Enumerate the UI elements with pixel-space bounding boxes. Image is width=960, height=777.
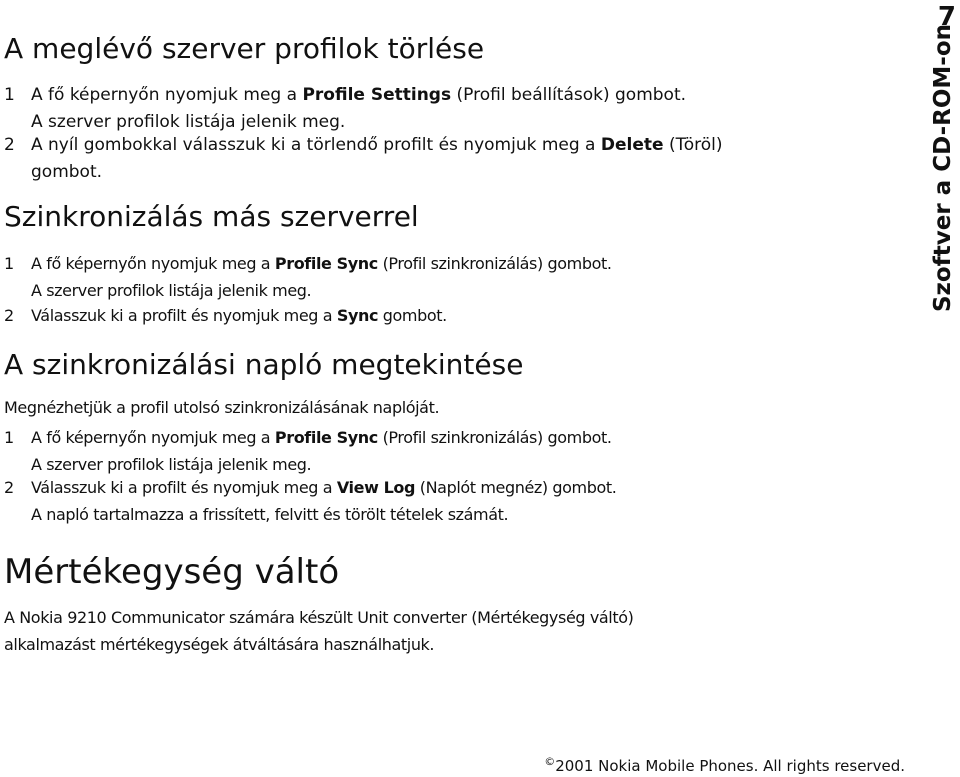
- log-intro-paragraph: Megnézhetjük a profil utolsó szinkronizálásának naplóját.: [4, 398, 440, 417]
- step-text: (Töröl): [663, 135, 723, 155]
- section-title-delete-profiles: A meglévő szerver profilok törlése: [4, 32, 485, 65]
- sync-step-1: [4, 250, 904, 304]
- section-title-view-sync-log: A szinkronizálási napló megtekintése: [4, 348, 524, 381]
- step-number: 1: [4, 428, 14, 447]
- sync-step-2: [4, 302, 904, 329]
- step-text: (Profil beállítások) gombot.: [451, 85, 687, 105]
- copyright-symbol: ©: [544, 755, 556, 768]
- step-text-line2: A szerver profilok listája jelenik meg.: [31, 455, 312, 474]
- unit-converter-paragraph: [4, 604, 904, 658]
- step-text: Válasszuk ki a profilt és nyomjuk meg a: [31, 478, 337, 497]
- step-text: (Naplót megnéz) gombot.: [415, 478, 617, 497]
- button-name: View Log: [336, 478, 416, 497]
- step-text: gombot.: [378, 306, 447, 325]
- side-chapter-label: Szoftver a CD-ROM-on: [930, 23, 956, 313]
- step-text: A fő képernyőn nyomjuk meg a: [31, 428, 275, 447]
- step-text-line2: A szerver profilok listája jelenik meg.: [31, 281, 312, 300]
- delete-step-1: [4, 82, 904, 136]
- section-title-unit-converter: Mértékegység váltó: [4, 552, 340, 592]
- copyright-text: 2001 Nokia Mobile Phones. All rights reserved.: [555, 757, 905, 775]
- step-text-line2: A napló tartalmazza a frissített, felvitt és törölt tételek számát.: [31, 505, 509, 524]
- step-text: (Profil szinkronizálás) gombot.: [377, 254, 612, 273]
- step-text: A nyíl gombokkal válasszuk ki a törlendő profilt és nyomjuk meg a: [31, 135, 601, 155]
- button-name: Profile Sync: [274, 428, 378, 447]
- button-name: Profile Sync: [274, 254, 378, 273]
- log-step-1: [4, 424, 904, 478]
- section-title-sync-other-server: Szinkronizálás más szerverrel: [4, 200, 419, 233]
- step-number: 2: [4, 478, 14, 497]
- step-number: 1: [4, 85, 15, 105]
- step-text-line2: A szerver profilok listája jelenik meg.: [31, 112, 346, 132]
- step-text: A fő képernyőn nyomjuk meg a: [31, 85, 303, 105]
- copyright-footer: [544, 752, 905, 776]
- step-number: 2: [4, 306, 14, 325]
- step-text-line2: gombot.: [31, 162, 103, 182]
- log-step-2: [4, 474, 904, 528]
- button-name: Delete: [600, 135, 664, 155]
- paragraph-line: alkalmazást mértékegységek átváltására használhatjuk.: [4, 635, 435, 654]
- step-text: A fő képernyőn nyomjuk meg a: [31, 254, 275, 273]
- delete-step-2: [4, 132, 904, 186]
- step-number: 1: [4, 254, 14, 273]
- button-name: Profile Settings: [302, 85, 452, 105]
- page-number: 7: [937, 2, 956, 32]
- step-text: Válasszuk ki a profilt és nyomjuk meg a: [31, 306, 337, 325]
- paragraph-line: A Nokia 9210 Communicator számára készült Unit converter (Mértékegység váltó): [4, 608, 634, 627]
- step-number: 2: [4, 135, 15, 155]
- step-text: (Profil szinkronizálás) gombot.: [377, 428, 612, 447]
- button-name: Sync: [336, 306, 379, 325]
